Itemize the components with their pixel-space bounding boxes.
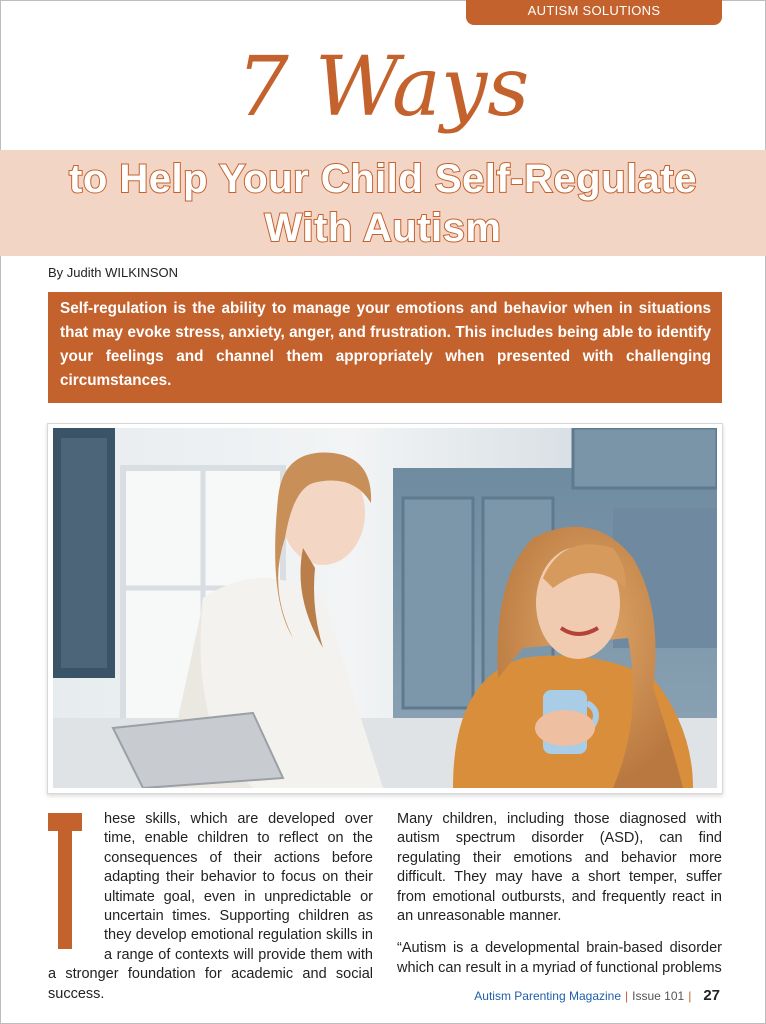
- body-column-right: [397, 810, 722, 991]
- title-line-2: to Help Your Child Self-Regulate: [69, 157, 697, 201]
- drop-cap-glyph: [48, 813, 82, 949]
- article-photo: [53, 428, 717, 788]
- section-tab: AUTISM SOLUTIONS: [466, 0, 722, 25]
- title-line-3: With Autism: [264, 206, 502, 250]
- footer-issue: Issue 101: [632, 989, 685, 1003]
- footer-magazine-link[interactable]: Autism Parenting Magazine: [474, 989, 622, 1003]
- intro-box: Self-regulation is the ability to manage your emotions and behavior when in situations that may evoke stress, anxiety, anger, and frustration. This includes being able to identify your feelings and channel them appropriately when presented with challenging circumstances.: [48, 292, 722, 403]
- body-column-left: [48, 810, 373, 1004]
- title-main: 7 Ways: [236, 40, 530, 135]
- footer-separator-2: |: [688, 989, 692, 1003]
- byline: By Judith WILKINSON: [48, 265, 179, 280]
- body-paragraph-3: “Autism is a developmental brain-based disorder which can result in a myriad of functional problems: [397, 940, 722, 976]
- page-number: 27: [703, 987, 720, 1004]
- drop-cap: [48, 810, 82, 948]
- photo-mother-daughter-kitchen: [53, 428, 717, 788]
- article-photo-frame: [47, 423, 723, 794]
- title-subheading: [0, 155, 766, 253]
- body-paragraph-2: Many children, including those diagnosed with autism spectrum disorder (ASD), can find regulating their emotions and behavior more difficult. They may have a short temper, suffer from emotional outbursts, and frequently react in an unreasonable manner.: [397, 811, 722, 925]
- body-paragraph-1: hese skills, which are developed over time, enable children to reflect on the consequences of their actions before adapting their behavior to focus on their ultimate goal, even in unpredictable or uncertain times. Supporting children as they develop emotional regulation skills in a range of contexts will provide them with a stronger foundation for academic and social success.: [48, 811, 373, 1002]
- footer-separator: |: [625, 989, 629, 1003]
- page-footer: [474, 987, 720, 1004]
